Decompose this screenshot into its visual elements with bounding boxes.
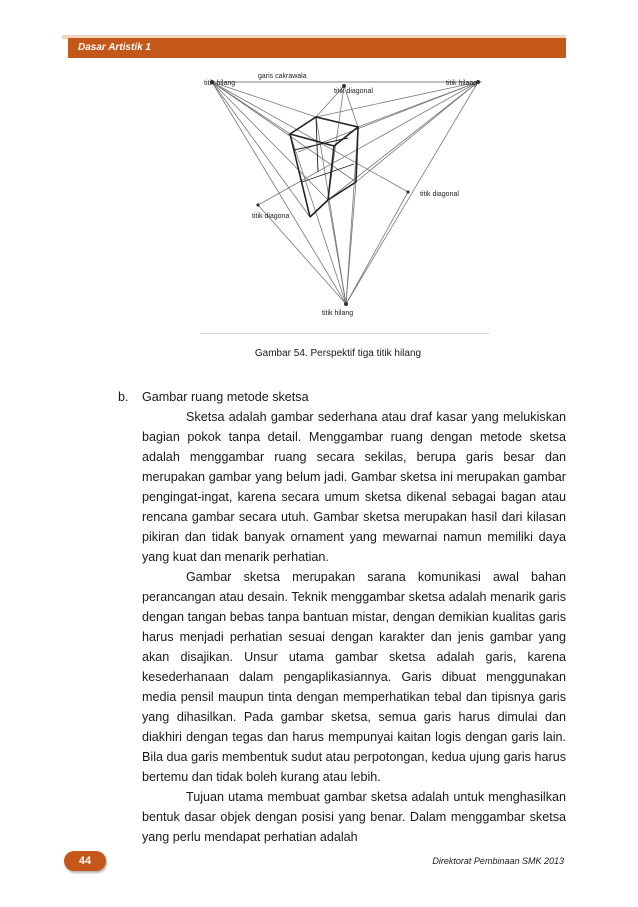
figure-divider	[200, 333, 490, 334]
three-point-perspective-drawing	[198, 72, 492, 334]
label-diag-top: titik diagonal	[334, 88, 373, 95]
paragraph: Gambar sketsa merupakan sarana komunikasi awal bahan perancangan atau desain. Teknik menggambar sketsa adalah menarik garis dengan tangan bebas tanpa bantuan mistar, dengan demikian kualitas garis harus menjadi perhatian sesuai dengan karakter dan jenis gambar yang akan disajikan. Unsur utama gambar sketsa adalah garis, karena kesederhanaan dalam pengaplikasiannya. Garis dibuat menggunakan media pensil maupun tinta dengan memperhatikan tebal dan tipisnya garis yang dihasilkan. Pada gambar sketsa, semua garis harus dimulai dan diakhiri dengan tegas dan harus mempunyai kaitan logis dengan garis lain. Bila dua garis membentuk sudut atau perpotongan, kedua ujung garis harus bertemu dan tidak boleh kurang atau lebih.	[142, 570, 566, 784]
header-title: Dasar Artistik 1	[78, 42, 151, 53]
perspective-figure	[198, 72, 492, 334]
label-vp-right: titik hilang	[446, 80, 478, 87]
figure-caption: Gambar 54. Perspektif tiga titik hilang	[254, 348, 422, 359]
section-b	[118, 387, 566, 847]
section-letter: b.	[118, 390, 129, 404]
page-number-badge: 44	[64, 851, 106, 871]
paragraph: Sketsa adalah gambar sederhana atau draf kasar yang melukiskan bagian pokok tanpa detail. Menggambar ruang dengan metode sketsa adalah menggambar ruang secara sekilas, berupa garis besar dan merupakan gambar yang belum jadi. Gambar sketsa ini merupakan gambar pengingat-ingat, karena secara umum sketsa dikenal sebagai bagan atau rencana gambar secara utuh. Gambar sketsa merupakan hasil dari kilasan pikiran dan tidak banyak ornament yang mewarnai namun memiliki daya yang kuat dan menarik perhatian.	[142, 410, 566, 564]
section-heading	[118, 387, 566, 407]
footer-publisher: Direktorat Pembinaan SMK 2013	[432, 856, 564, 866]
vanishing-point-bottom	[344, 302, 348, 306]
label-vp-left: titik hilang	[204, 80, 236, 87]
section-body	[142, 407, 566, 847]
diagonal-point-left	[256, 203, 259, 206]
label-vp-bottom: titik hilang	[322, 310, 354, 317]
label-horizon: garis cakrawala	[258, 73, 307, 80]
diagonal-point-right	[406, 190, 409, 193]
label-diag-right: titik diagonal	[420, 191, 459, 198]
label-diag-left: titik diagona	[252, 213, 290, 220]
paragraph: Tujuan utama membuat gambar sketsa adalah untuk menghasilkan bentuk dasar objek dengan posisi yang benar. Dalam menggambar sketsa yang perlu mendapat perhatian adalah	[142, 790, 566, 844]
section-heading-text: Gambar ruang metode sketsa	[142, 390, 309, 404]
